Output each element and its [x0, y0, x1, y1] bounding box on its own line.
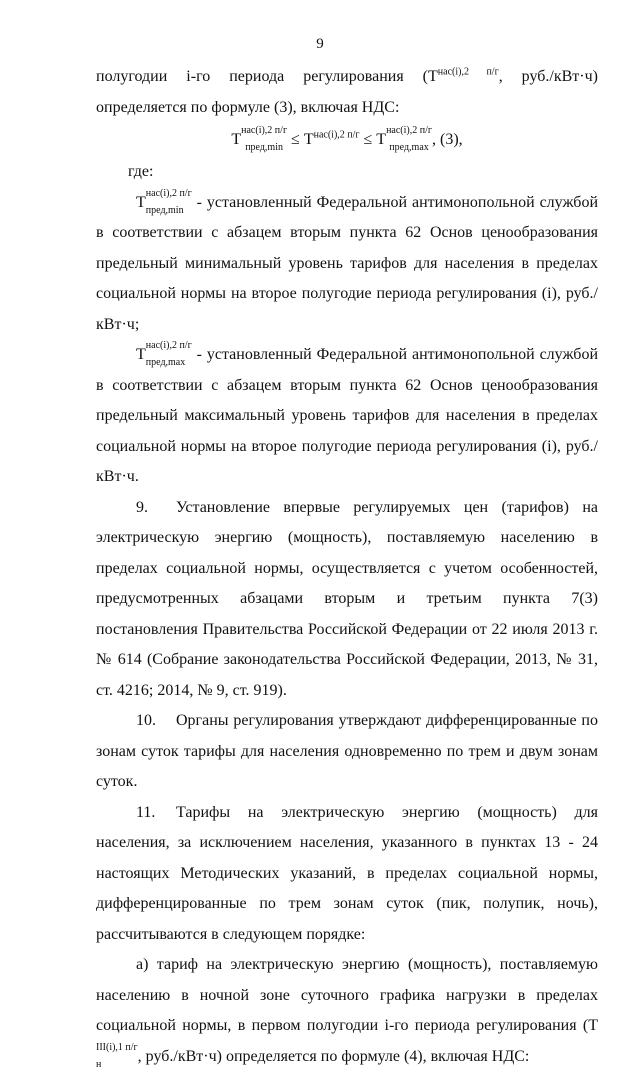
item-9 [96, 493, 598, 707]
subitem-a-sup: III(i),1 п/г [96, 1041, 138, 1053]
formula-3: Т нас(i),2 п/г пред,min ≤ $Т^{нас(i),2 п/г} \le Т$ нас(i),2 п/г пред,max , (3), [231, 125, 463, 154]
page-number: 9 [316, 36, 324, 52]
document-body [96, 62, 598, 1072]
item-10-number: 10. [136, 712, 156, 729]
item-11 [96, 798, 598, 951]
formula-lhs-sub: пред,min [245, 142, 283, 154]
subitem-a-sub: н [96, 1058, 102, 1070]
intro-text-after: , руб./кВт·ч) определяется по формуле (3), включая НДС: [96, 68, 598, 116]
item-11-text: Тарифы на электрическую энергию (мощность) для населения, за исключением населения, указанного в пунктах 13 - 24 настоящих Методических указаний, в пределах социальной нормы, дифференцированные по трем зонам суток (пик, полупик, ночь), рассчитываются в следующем порядке: [96, 803, 598, 943]
def-min-sub: пред,min [145, 204, 184, 216]
where-label: где: [128, 163, 154, 180]
item-11-number: 11. [136, 803, 156, 821]
formula-lhs-sup: нас(i),2 п/г [241, 125, 288, 137]
def-max-sub: пред,max [145, 357, 186, 369]
intro-text-before: полугодии i-го периода регулирования (Т [96, 68, 438, 85]
subitem-a-text-before: а) тариф на электрическую энергию (мощность), поставляемую населению в ночной зоне суточного графика нагрузки в пределах социальной нормы, в первом полугодии i-го периода регулирования (Т [96, 956, 598, 1034]
subitem-a-text-after: , руб./кВт·ч) определяется по формуле (4), включая НДС: [137, 1047, 530, 1065]
formula-mid-sup: нас(i),2 п/г [313, 129, 360, 141]
item-9-text: Установление впервые регулируемых цен (тарифов) на электрическую энергию (мощность), поставляемую населению в пределах социальной нормы, осуществляется с учетом особенностей, предусмотренных абзацами вторым и третьим пункта 7(3) постановления Правительства Российской Федерации от 22 июля 2013 г. № 614 (Собрание законодательства Российской Федерации, 2013, № 31, ст. 4216; 2014, № 9, ст. 919). [96, 498, 598, 699]
item-10 [96, 706, 598, 798]
item-9-number: 9. [136, 498, 148, 516]
subitem-a [96, 950, 598, 1072]
formula-rhs-sub: пред,max [389, 142, 429, 154]
definition-min: Т нас(i),2 п/г пред,min - установленный Федеральной антимонопольной службой в соответствии с абзацем вторым пункта 62 Основ ценообразования предельный минимальный уровень тарифов для населения в пределах социальной нормы на второе полугодие периода регулирования (i), руб./кВт·ч; [96, 187, 598, 333]
formula-tail: , (3), [431, 131, 463, 148]
def-min-sup: нас(i),2 п/г [145, 187, 192, 199]
def-max-sup: нас(i),2 п/г [145, 340, 192, 352]
definition-max: Т нас(i),2 п/г пред,max - установленный Федеральной антимонопольной службой в соответствии с абзацем вторым пункта 62 Основ ценообразования предельный максимальный уровень тарифов для населения в пределах социальной нормы на второе полугодие периода регулирования (i), руб./кВт·ч. [96, 340, 598, 485]
intro-paragraph [96, 62, 598, 123]
formula-rhs-sup: нас(i),2 п/г [386, 125, 432, 137]
def-min-text: - установленный Федеральной антимонопольной службой в соответствии с абзацем вторым пункта 62 Основ ценообразования предельный минимальный уровень тарифов для населения в пределах социальной нормы на второе полугодие периода регулирования (i), руб./кВт·ч; [96, 193, 598, 333]
item-10-text: Органы регулирования утверждают дифференцированные по зонам суток тарифы для населения одновременно по трем и двум зонам суток. [96, 712, 598, 790]
def-max-text: - установленный Федеральной антимонопольной службой в соответствии с абзацем вторым пункта 62 Основ ценообразования предельный максимальный уровень тарифов для населения в пределах социальной нормы на второе полугодие периода регулирования (i), руб./кВт·ч. [96, 346, 598, 485]
intro-superscript: нас(i),2 п/г [437, 66, 499, 78]
